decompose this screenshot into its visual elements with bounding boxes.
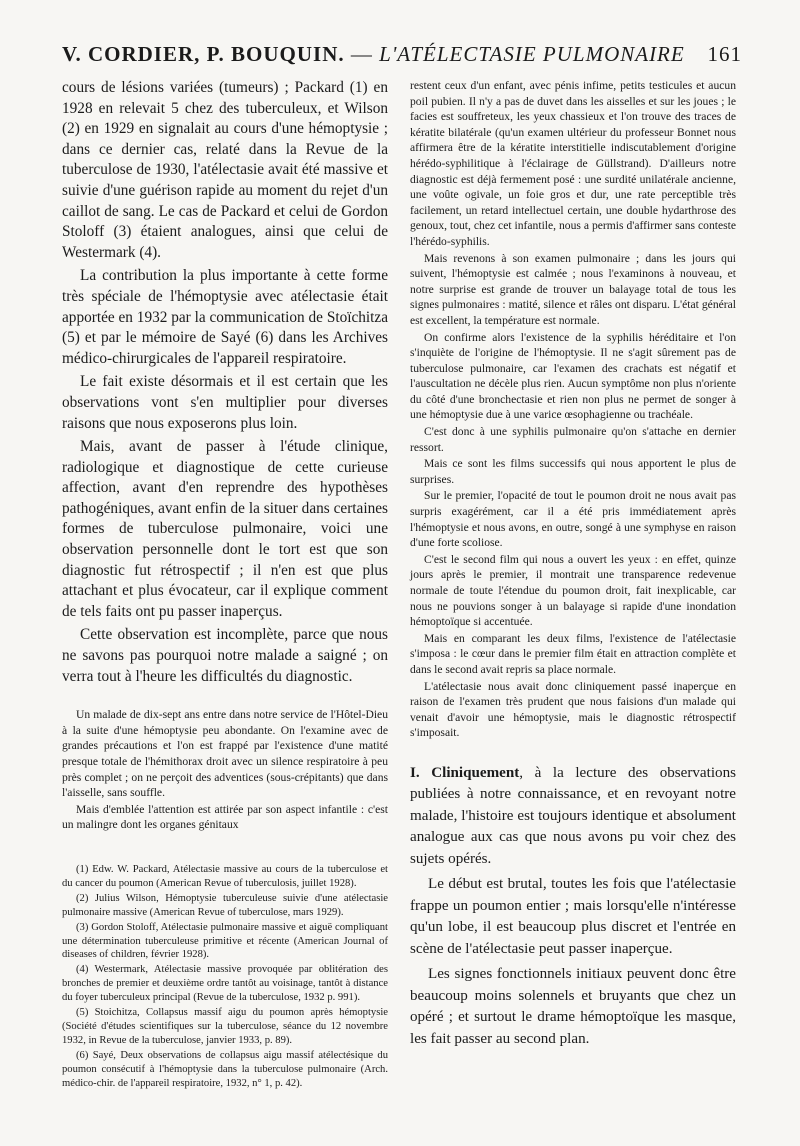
- case-paragraph: Un malade de dix-sept ans entre dans notre service de l'Hôtel-Dieu à la suite d'une hémoptysie peu abondante. On l'examine avec de grandes précautions et l'on est frappé par l'existence d'une matité presque totale de l'hémithorax droit avec un silence respiratoire à peu près complet ; on ne perçoit des adventices (sous-crépitants) que dans l'aisselle, sans souffle.: [62, 708, 388, 800]
- case-paragraph: Mais d'emblée l'attention est attirée par son aspect infantile : c'est un malingre dont les organes génitaux: [62, 802, 388, 832]
- footnotes: [62, 863, 388, 1091]
- paragraph: Mais, avant de passer à l'étude clinique, radiologique et diagnostique de cette curieuse affection, avant d'en reprendre des hypothèses pathogéniques, avant enfin de la situer dans certaines formes de tuberculose pulmonaire, voici une observation personnelle dont le tort est que son diagnostic fut rétrospectif ; il n'en est que plus attachant et plus évocateur, car il explique comment de tels faits ont pu passer inaperçus.: [62, 438, 388, 620]
- paragraph: Cette observation est incomplète, parce que nous ne savons pas pourquoi notre malade a saigné ; on verra tout à l'heure les difficultés du diagnostic.: [62, 626, 388, 685]
- footnote: (5) Stoichitza, Collapsus massif aigu du poumon après hémoptysie (Société d'études scientifiques sur la tuberculose, séance du 12 novembre 1932, in Revue de la tuberculose, janvier 1933, p. 89).: [62, 1007, 388, 1046]
- paragraph: Le fait existe désormais et il est certain que les observations vont s'en multiplier pour diverses raisons que nous exposerons plus loin.: [62, 373, 388, 432]
- header-dash: —: [344, 42, 380, 66]
- footnote: (2) Julius Wilson, Hémoptysie tuberculeuse suivie d'une atélectasie pulmonaire massive (American Revue of tuberculose, mars 1929).: [62, 892, 388, 918]
- running-header: [62, 42, 742, 74]
- paragraph: Le début est brutal, toutes les fois que l'atélectasie frappe un poumon entier ; mais lorsqu'elle n'intéresse qu'un lobe, il est beaucoup plus discret et l'entrée en scène de l'atélectasie peut passer inaperçue.: [410, 876, 736, 957]
- paragraph: La contribution la plus importante à cette forme très spéciale de l'hémoptysie avec atélectasie était apportée en 1932 par la communication de Stoïchitza (5) et par le mémoire de Sayé (6) dans les Archives médico-chirurgicales de l'appareil respiratoire.: [62, 267, 388, 367]
- case-report-right: [410, 78, 736, 741]
- case-paragraph: On confirme alors l'existence de la syphilis héréditaire et l'on s'inquiète de l'origine de l'hémoptysie. Il ne s'agit sûrement pas de tuberculose pulmonaire, car l'examen des crachats est négatif et l'auscultation ne décèle plus rien. Aucun symptôme non plus n'oriente du côté d'une bronchectasie et rien non plus ne permet de songer à une hémoptysie due à une varice œsophagienne ou trachéale.: [410, 330, 736, 422]
- left-column: [62, 78, 388, 1090]
- case-paragraph: C'est le second film qui nous a ouvert les yeux : en effet, quinze jours après le premier, il montrait une transparence redevenue normale de toute l'étendue du poumon droit, fait inexplicable, car nous ne pouvions songer à un balayage si rapide d'une inondation hémoptoïque si accentuée.: [410, 552, 736, 629]
- paragraph: Les signes fonctionnels initiaux peuvent donc être beaucoup moins solennels et bruyants que chez un opéré ; et surtout le drame hémoptoïque les masque, les fait passer au second plan.: [410, 966, 736, 1047]
- footnote: (4) Westermark, Atélectasie massive provoquée par oblitération des bronches de premier et deuxième ordre tantôt au voisinage, tantôt à distance du foyer tuberculeux principal (Revue de la tuberculose, 1932 p. 991).: [62, 964, 388, 1004]
- case-paragraph: C'est donc à une syphilis pulmonaire qu'on s'attache en dernier ressort.: [410, 425, 736, 454]
- right-column: [410, 78, 736, 1050]
- footnote: (3) Gordon Stoloff, Atélectasie pulmonaire massive et aiguë compliquant une détermination tuberculeuse primitive et récente (American Journal of diseases of children, février 1928).: [62, 921, 388, 961]
- header-authors: V. CORDIER, P. BOUQUIN.: [62, 42, 345, 66]
- clinical-section: [410, 763, 736, 1051]
- case-paragraph: Sur le premier, l'opacité de tout le poumon droit ne nous avait pas surpris exagérément, car il a été pris immédiatement après l'hémoptysie et nous avons, en outre, songé à une symphyse en raison d'une forte scoliose.: [410, 489, 736, 550]
- case-paragraph: L'atélectasie nous avait donc cliniquement passé inaperçue en raison de l'examen très prudent que nous faisions d'un malade qui venait d'avoir une hémoptysie, mais le diagnostic rétrospectif s'imposait.: [410, 679, 736, 740]
- case-paragraph: Mais en comparant les deux films, l'existence de l'atélectasie s'imposa : le cœur dans le premier film était en attraction complète et dans le second avait repris sa place normale.: [410, 631, 736, 676]
- paragraph: cours de lésions variées (tumeurs) ; Packard (1) en 1928 en relevait 5 chez des tuberculeux, et Wilson (2) en 1929 en signalait au cours d'une hémoptysie ; dans ce dernier cas, relaté dans la Revue de la tuberculose de 1930, l'atélectasie avait été massive et suivie d'une guérison rapide au moment du rejet d'un caillot de sang. Le cas de Packard et celui de Gordon Stoloff (3) étaient analogues, ainsi que celui de Westermark (4).: [62, 79, 388, 261]
- case-paragraph: Mais revenons à son examen pulmonaire ; dans les jours qui suivent, l'hémoptysie est calmée ; nous l'examinons à nouveau, et notre surprise est grande de trouver un balayage total de tous les signes pulmonaires : matité, silence et râles ont disparu. L'état général est excellent, la température est normale.: [410, 251, 736, 327]
- section-heading: I. Cliniquement: [410, 764, 520, 781]
- page-number: 161: [707, 42, 742, 66]
- section-opening-text: , à la lecture des observations publiées à notre connaissance, et en revoyant notre malade, l'histoire est toujours identique et absolument analogue aux cas que nous avons pu voir chez des sujets opérés.: [410, 764, 736, 867]
- header-title: L'ATÉLECTASIE PULMONAIRE: [379, 42, 685, 66]
- left-body-text: [62, 78, 388, 687]
- case-report-left: [62, 707, 388, 833]
- footnote: (6) Sayé, Deux observations de collapsus aigu massif atélectésique du poumon consécutif à l'hémoptysie dans la tuberculose pulmonaire (Arch. médico-chir. de l'appareil respiratoire, 1932, n° 1, p. 42).: [62, 1049, 388, 1089]
- section-opening-paragraph: [410, 763, 736, 871]
- case-paragraph: Mais ce sont les films successifs qui nous apportent le plus de surprises.: [410, 457, 736, 486]
- footnote: (1) Edw. W. Packard, Atélectasie massive au cours de la tuberculose et du cancer du poumon (American Revue of tuberculosis, juillet 1928).: [62, 863, 388, 889]
- case-paragraph: restent ceux d'un enfant, avec pénis infime, petits testicules et aucun poil pubien. Il n'y a pas de duvet dans les aisselles et sur les joues ; le facies est souffreteux, les yeux chassieux et l'on trouve des traces de kératite bilatérale (qu'un examen ultérieur du professeur Bonnet nous affirmera être de la kératite interstitielle indiscutablement d'origine hérédo-syphilitique à l'éclairage de Güllstrand). D'ailleurs notre diagnostic est déjà fermement posé : une surdité unilatérale ancienne, une voûte ogivale, un foie gros et dur, une rate perceptible très facilement, un retard intellectuel certain, une double hydarthrose des genoux, tout, chez cet infantile, nous a permis d'affirmer sans conteste l'hérédo-syphilis.: [410, 79, 736, 248]
